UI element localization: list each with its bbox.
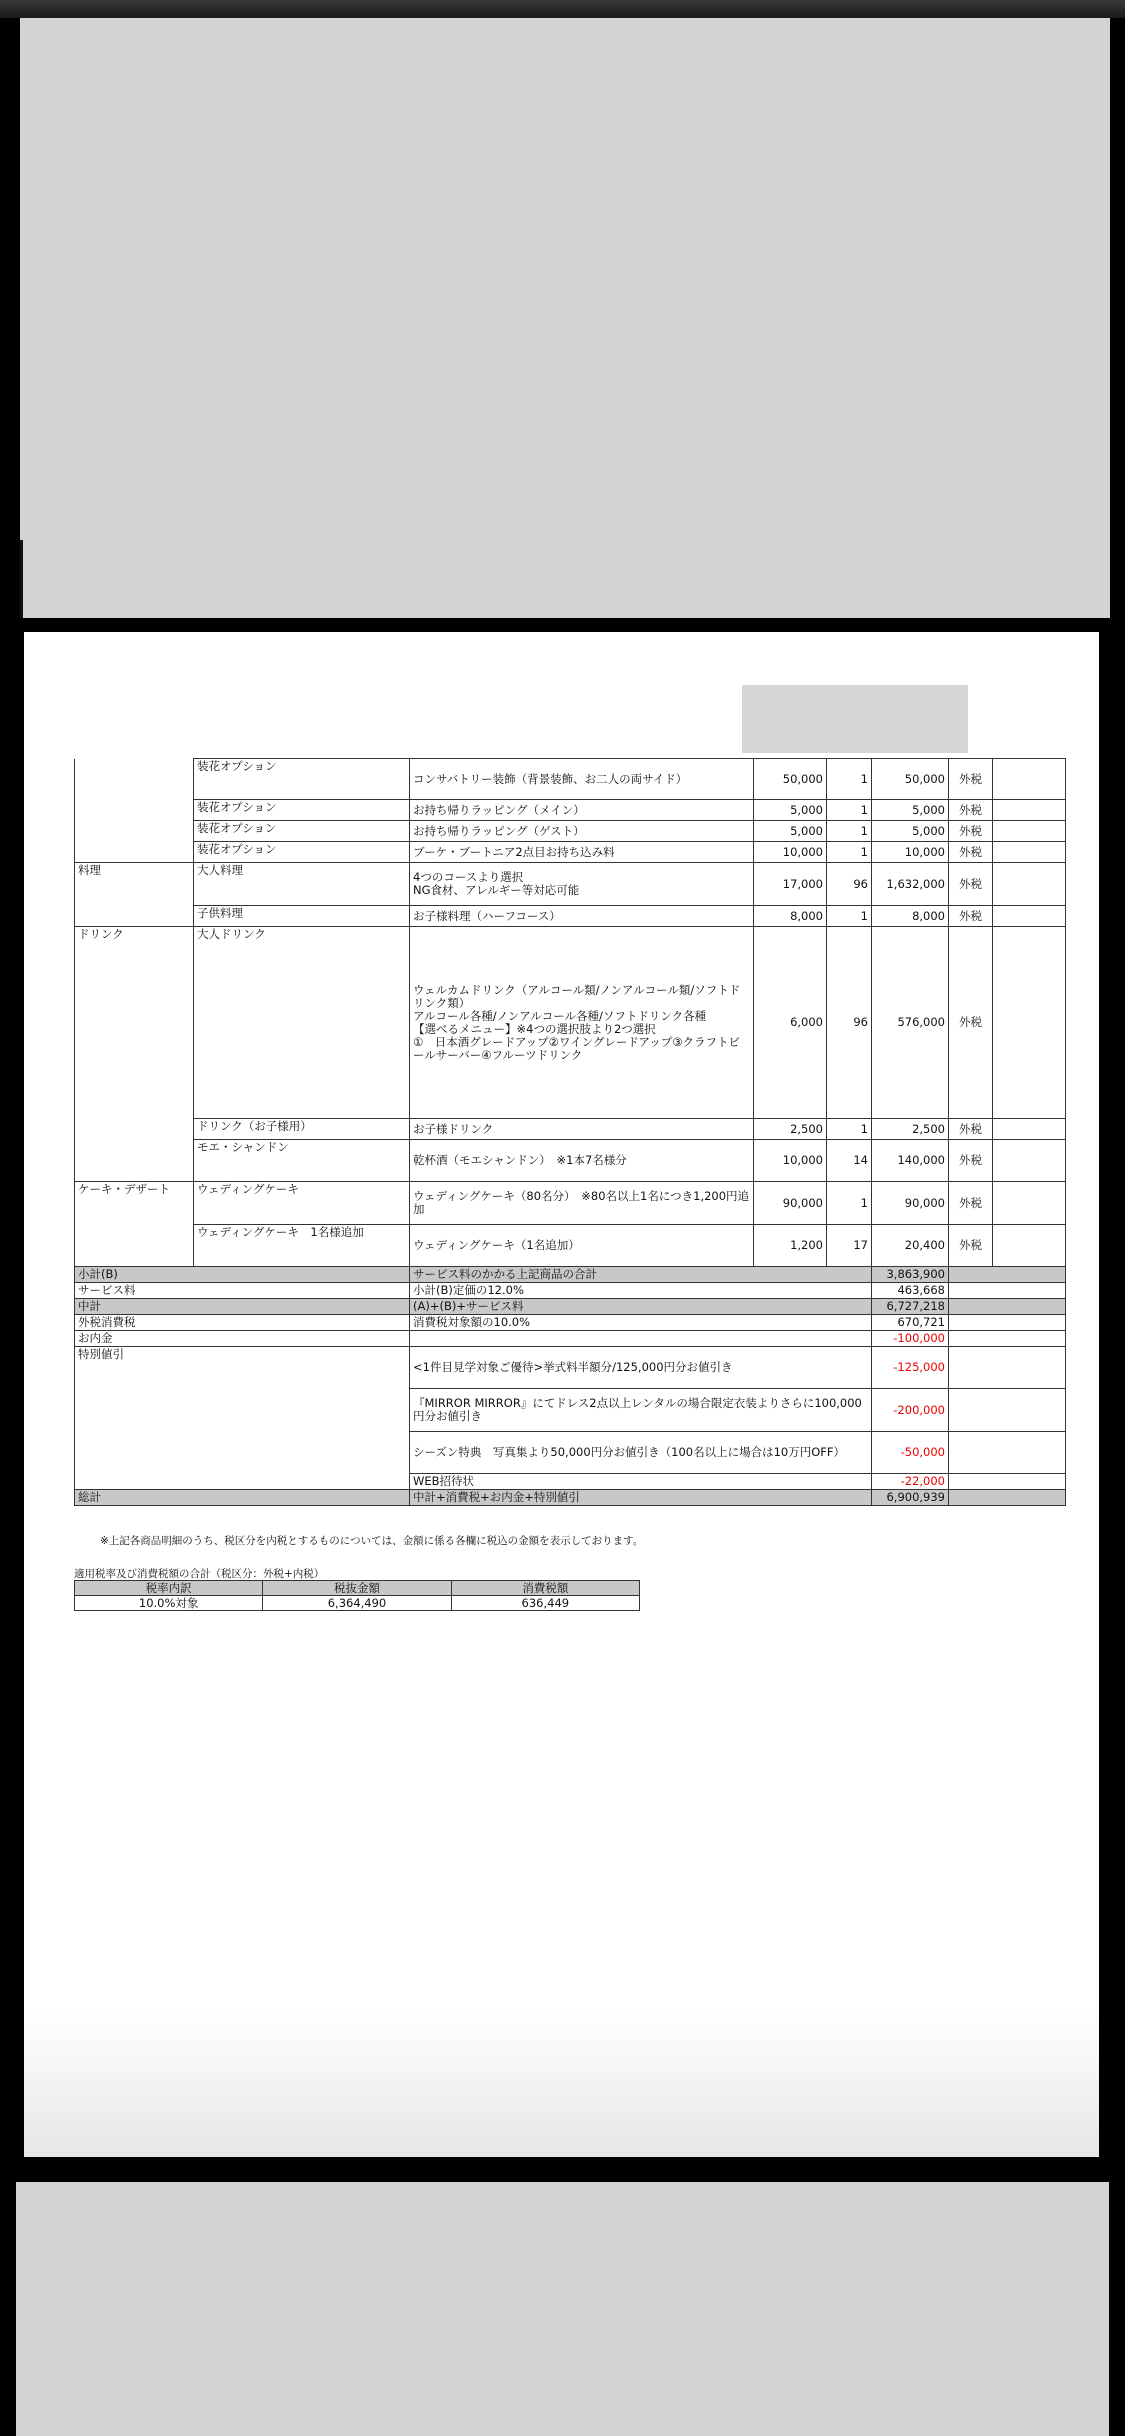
tax-type-cell: 外税 (949, 842, 993, 863)
midtotal-row (75, 1299, 1066, 1315)
unit-price-cell: 90,000 (754, 1182, 827, 1225)
tax-note: ※上記各商品明細のうち、税区分を内税とするものについては、金額に係る各欄に税込の金額を表示しております。 (100, 1535, 644, 1547)
tax-type-cell: 外税 (949, 1119, 993, 1140)
unit-price-cell: 1,200 (754, 1225, 827, 1267)
blank-cell (949, 1432, 1066, 1474)
item-cell: 装花オプション (194, 800, 410, 821)
blank-cell (949, 1283, 1066, 1299)
discount-row (75, 1347, 1066, 1389)
blank-cell (949, 1299, 1066, 1315)
tax-summary-table (74, 1580, 640, 1611)
tax-rate-cell: 10.0%対象 (75, 1596, 263, 1611)
discount-amount: -125,000 (872, 1347, 949, 1389)
blank-cell (993, 863, 1066, 906)
table-row (75, 1119, 1066, 1140)
total-description: 消費税対象額の10.0% (410, 1315, 872, 1331)
table-row (75, 1140, 1066, 1182)
table-row (75, 821, 1066, 842)
category-cell (75, 842, 194, 863)
total-label: 総計 (75, 1490, 410, 1506)
amount-cell: 2,500 (872, 1119, 949, 1140)
blank-cell (949, 1315, 1066, 1331)
table-row (75, 842, 1066, 863)
service-charge-row (75, 1283, 1066, 1299)
column-header: 税抜金額 (263, 1581, 451, 1596)
blank-cell (949, 1347, 1066, 1389)
category-cell (75, 759, 194, 800)
total-label: 中計 (75, 1299, 410, 1315)
item-cell: ウェディングケーキ (194, 1182, 410, 1225)
column-header: 税率内訳 (75, 1581, 263, 1596)
subtotal-b-row (75, 1267, 1066, 1283)
description-cell: ウェルカムドリンク（アルコール類/ノンアルコール類/ソフトドリンク類） アルコール各種/ノンアルコール各種/ソフトドリンク各種 【選べるメニュー】※4つの選択肢より2つ選択 ① 日本酒グレードアップ②ワイングレードアップ③クラフトビールサーバー④フルーツドリンク (410, 927, 754, 1119)
tax-type-cell: 外税 (949, 927, 993, 1119)
amount-cell: 20,400 (872, 1225, 949, 1267)
table-row (75, 1225, 1066, 1267)
table-row (75, 906, 1066, 927)
quantity-cell: 1 (827, 759, 872, 800)
blank-cell (993, 1140, 1066, 1182)
tax-summary-caption: 適用税率及び消費税額の合計（税区分：外税+内税） (74, 1568, 325, 1580)
total-description: 小計(B)定価の12.0% (410, 1283, 872, 1299)
blank-cell (993, 759, 1066, 800)
unit-price-cell: 10,000 (754, 842, 827, 863)
amount-cell: 50,000 (872, 759, 949, 800)
tax-type-cell: 外税 (949, 863, 993, 906)
quantity-cell: 96 (827, 863, 872, 906)
tax-type-cell: 外税 (949, 906, 993, 927)
unit-price-cell: 8,000 (754, 906, 827, 927)
item-cell: ドリンク（お子様用） (194, 1119, 410, 1140)
tax-type-cell: 外税 (949, 1140, 993, 1182)
tax-type-cell: 外税 (949, 1182, 993, 1225)
pre-tax-amount-cell: 6,364,490 (263, 1596, 451, 1611)
quantity-cell: 1 (827, 906, 872, 927)
total-description: (A)+(B)+サービス料 (410, 1299, 872, 1315)
quantity-cell: 1 (827, 800, 872, 821)
next-page-placeholder (16, 2182, 1109, 2436)
amount-cell: 90,000 (872, 1182, 949, 1225)
table-row (75, 1182, 1066, 1225)
table-row (75, 759, 1066, 800)
category-cell: 料理 (75, 863, 194, 927)
unit-price-cell: 17,000 (754, 863, 827, 906)
estimate-table (74, 758, 1066, 1506)
item-cell: 大人料理 (194, 863, 410, 906)
blank-cell (993, 1225, 1066, 1267)
total-amount: 3,863,900 (872, 1267, 949, 1283)
description-cell: ウェディングケーキ（80名分） ※80名以上1名につき1,200円追加 (410, 1182, 754, 1225)
unit-price-cell: 5,000 (754, 800, 827, 821)
item-cell: ウェディングケーキ 1名様追加 (194, 1225, 410, 1267)
discount-amount: -200,000 (872, 1389, 949, 1432)
discount-description: シーズン特典 写真集より50,000円分お値引き（100名以上に場合は10万円OFF） (410, 1432, 872, 1474)
page-edge-divider (20, 540, 23, 618)
quantity-cell: 96 (827, 927, 872, 1119)
tax-type-cell: 外税 (949, 759, 993, 800)
amount-cell: 5,000 (872, 800, 949, 821)
unit-price-cell: 2,500 (754, 1119, 827, 1140)
amount-cell: 576,000 (872, 927, 949, 1119)
tax-type-cell: 外税 (949, 1225, 993, 1267)
discount-description: WEB招待状 (410, 1474, 872, 1490)
quantity-cell: 1 (827, 842, 872, 863)
total-label: 小計(B) (75, 1267, 410, 1283)
description-cell: ウェディングケーキ（1名追加） (410, 1225, 754, 1267)
discount-amount: -22,000 (872, 1474, 949, 1490)
blank-cell (949, 1331, 1066, 1347)
item-cell: 装花オプション (194, 759, 410, 800)
total-label: 特別値引 (75, 1347, 410, 1490)
blank-cell (993, 800, 1066, 821)
blank-cell (993, 927, 1066, 1119)
description-cell: お子様ドリンク (410, 1119, 754, 1140)
total-amount: 6,900,939 (872, 1490, 949, 1506)
tax-summary-header (75, 1581, 640, 1596)
blank-cell (993, 842, 1066, 863)
quantity-cell: 1 (827, 821, 872, 842)
top-status-strip (0, 0, 1125, 18)
category-cell (75, 800, 194, 821)
description-cell: お持ち帰りラッピング（ゲスト） (410, 821, 754, 842)
total-description: 中計+消費税+お内金+特別値引 (410, 1490, 872, 1506)
description-cell: お子様料理（ハーフコース） (410, 906, 754, 927)
total-label: サービス料 (75, 1283, 410, 1299)
category-cell: ケーキ・デザート (75, 1182, 194, 1267)
discount-description: <1件目見学対象ご優待>挙式料半額分/125,000円分お値引き (410, 1347, 872, 1389)
table-row (75, 927, 1066, 1119)
description-cell: ブーケ・ブートニア2点目お持ち込み料 (410, 842, 754, 863)
column-header: 消費税額 (451, 1581, 639, 1596)
total-amount: -100,000 (872, 1331, 949, 1347)
amount-cell: 8,000 (872, 906, 949, 927)
item-cell: 子供料理 (194, 906, 410, 927)
description-cell: 乾杯酒（モエシャンドン） ※1本7名様分 (410, 1140, 754, 1182)
description-cell: コンサバトリー装飾（背景装飾、お二人の両サイド） (410, 759, 754, 800)
discount-description: 『MIRROR MIRROR』にてドレス2点以上レンタルの場合限定衣装よりさらに100,000円分お値引き (410, 1389, 872, 1432)
item-cell: モエ・シャンドン (194, 1140, 410, 1182)
description-cell: 4つのコースより選択 NG食材、アレルギー等対応可能 (410, 863, 754, 906)
blank-cell (949, 1267, 1066, 1283)
blank-cell (949, 1490, 1066, 1506)
estimate-page (24, 632, 1099, 2157)
amount-cell: 1,632,000 (872, 863, 949, 906)
table-row (75, 863, 1066, 906)
unit-price-cell: 5,000 (754, 821, 827, 842)
unit-price-cell: 6,000 (754, 927, 827, 1119)
blank-cell (993, 906, 1066, 927)
item-cell: 装花オプション (194, 842, 410, 863)
total-amount: 670,721 (872, 1315, 949, 1331)
blank-cell (949, 1474, 1066, 1490)
previous-page-placeholder (20, 18, 1110, 618)
tax-type-cell: 外税 (949, 821, 993, 842)
consumption-tax-row (75, 1315, 1066, 1331)
quantity-cell: 14 (827, 1140, 872, 1182)
blank-cell (949, 1389, 1066, 1432)
quantity-cell: 1 (827, 1182, 872, 1225)
total-amount: 6,727,218 (872, 1299, 949, 1315)
blank-cell (993, 1182, 1066, 1225)
grand-total-row (75, 1490, 1066, 1506)
blank-cell (993, 1119, 1066, 1140)
table-row (75, 800, 1066, 821)
item-cell: 装花オプション (194, 821, 410, 842)
tax-type-cell: 外税 (949, 800, 993, 821)
unit-price-cell: 50,000 (754, 759, 827, 800)
amount-cell: 10,000 (872, 842, 949, 863)
amount-cell: 140,000 (872, 1140, 949, 1182)
total-description (410, 1331, 872, 1347)
unit-price-cell: 10,000 (754, 1140, 827, 1182)
blank-cell (993, 821, 1066, 842)
category-cell (75, 821, 194, 842)
total-description: サービス料のかかる上記商品の合計 (410, 1267, 872, 1283)
quantity-cell: 17 (827, 1225, 872, 1267)
total-amount: 463,668 (872, 1283, 949, 1299)
total-label: お内金 (75, 1331, 410, 1347)
tax-amount-cell: 636,449 (451, 1596, 639, 1611)
discount-amount: -50,000 (872, 1432, 949, 1474)
table-row (75, 1596, 640, 1611)
item-cell: 大人ドリンク (194, 927, 410, 1119)
category-cell: ドリンク (75, 927, 194, 1182)
amount-cell: 5,000 (872, 821, 949, 842)
redacted-area (742, 685, 968, 753)
total-label: 外税消費税 (75, 1315, 410, 1331)
quantity-cell: 1 (827, 1119, 872, 1140)
description-cell: お持ち帰りラッピング（メイン） (410, 800, 754, 821)
deposit-row (75, 1331, 1066, 1347)
